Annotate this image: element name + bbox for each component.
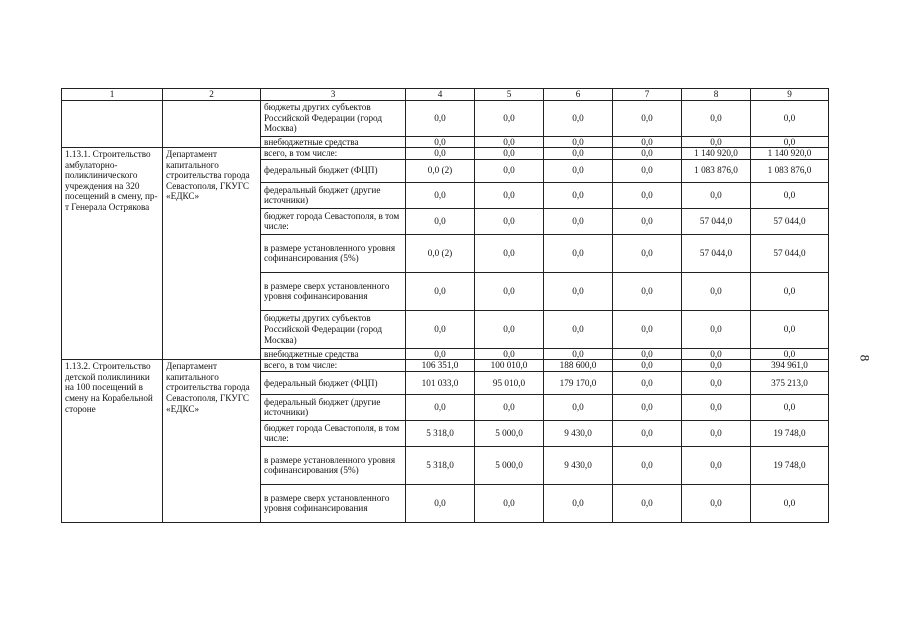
- value-cell: 0,0 (2): [406, 159, 475, 182]
- table-row: [62, 100, 829, 136]
- value-cell: 1 083 876,0: [751, 159, 829, 182]
- value-cell: 0,0: [682, 446, 751, 484]
- value-cell: 0,0: [475, 148, 544, 160]
- value-cell: 0,0: [751, 394, 829, 420]
- value-cell: 0,0: [544, 208, 613, 234]
- column-header-9: 9: [751, 89, 829, 101]
- value-cell: 0,0: [406, 348, 475, 360]
- value-cell: 0,0: [613, 148, 682, 160]
- funding-source: в размере сверх установленного уровня софинансирования: [261, 272, 406, 310]
- value-cell: 57 044,0: [682, 208, 751, 234]
- funding-source: федеральный бюджет (ФЦП): [261, 159, 406, 182]
- value-cell: 0,0: [475, 484, 544, 522]
- funding-source: внебюджетные средства: [261, 348, 406, 360]
- value-cell: 0,0: [682, 371, 751, 394]
- value-cell: 0,0: [682, 272, 751, 310]
- column-header-8: 8: [682, 89, 751, 101]
- value-cell: 0,0: [406, 272, 475, 310]
- value-cell: 0,0: [751, 100, 829, 136]
- object-name: 1.13.1. Строительство амбулаторно-поликлинического учреждения на 320 посещений в смену, пр-т Генерала Острякова: [62, 148, 163, 360]
- value-cell: 0,0: [475, 394, 544, 420]
- value-cell: 0,0: [475, 136, 544, 148]
- value-cell: 5 000,0: [475, 446, 544, 484]
- column-header-1: 1: [62, 89, 163, 101]
- value-cell: 0,0: [406, 182, 475, 208]
- value-cell: 0,0: [613, 182, 682, 208]
- value-cell: 0,0: [613, 272, 682, 310]
- value-cell: 0,0: [544, 234, 613, 272]
- value-cell: 0,0: [682, 136, 751, 148]
- value-cell: 0,0: [682, 394, 751, 420]
- value-cell: 0,0: [751, 484, 829, 522]
- value-cell: 0,0: [406, 100, 475, 136]
- value-cell: 0,0: [406, 310, 475, 348]
- empty-org-cell: [163, 100, 261, 148]
- value-cell: 188 600,0: [544, 360, 613, 372]
- value-cell: 0,0: [475, 310, 544, 348]
- table-row: [62, 148, 829, 160]
- column-header-5: 5: [475, 89, 544, 101]
- value-cell: 0,0: [544, 348, 613, 360]
- funding-source: всего, в том числе:: [261, 360, 406, 372]
- value-cell: 0,0: [613, 420, 682, 446]
- value-cell: 0,0: [544, 136, 613, 148]
- page-number: 8: [857, 354, 873, 362]
- funding-source: в размере установленного уровня софинансирования (5%): [261, 446, 406, 484]
- value-cell: 0,0: [613, 100, 682, 136]
- value-cell: 0,0: [544, 148, 613, 160]
- funding-source: в размере сверх установленного уровня софинансирования: [261, 484, 406, 522]
- value-cell: 0,0 (2): [406, 234, 475, 272]
- funding-source: федеральный бюджет (другие источники): [261, 394, 406, 420]
- value-cell: 0,0: [475, 348, 544, 360]
- value-cell: 0,0: [613, 159, 682, 182]
- column-header-3: 3: [261, 89, 406, 101]
- value-cell: 0,0: [682, 100, 751, 136]
- value-cell: 0,0: [613, 446, 682, 484]
- value-cell: 0,0: [613, 208, 682, 234]
- funding-source: федеральный бюджет (другие источники): [261, 182, 406, 208]
- value-cell: 0,0: [613, 310, 682, 348]
- object-name: 1.13.2. Строительство детской поликлиники на 100 посещений в смену на Корабельной стороне: [62, 360, 163, 523]
- value-cell: 0,0: [475, 272, 544, 310]
- empty-name-cell: [62, 100, 163, 148]
- value-cell: 0,0: [613, 484, 682, 522]
- funding-source: бюджет города Севастополя, в том числе:: [261, 208, 406, 234]
- value-cell: 1 140 920,0: [682, 148, 751, 160]
- value-cell: 394 961,0: [751, 360, 829, 372]
- value-cell: 0,0: [613, 348, 682, 360]
- responsible-org: Департамент капитального строительства города Севастополя, ГКУГС «ЕДКС»: [163, 148, 261, 360]
- value-cell: 0,0: [613, 234, 682, 272]
- value-cell: 0,0: [751, 310, 829, 348]
- budget-table: [61, 88, 829, 523]
- value-cell: 0,0: [544, 394, 613, 420]
- value-cell: 0,0: [475, 234, 544, 272]
- value-cell: 0,0: [544, 182, 613, 208]
- value-cell: 0,0: [544, 100, 613, 136]
- value-cell: 0,0: [682, 310, 751, 348]
- value-cell: 106 351,0: [406, 360, 475, 372]
- value-cell: 95 010,0: [475, 371, 544, 394]
- value-cell: 5 318,0: [406, 446, 475, 484]
- value-cell: 57 044,0: [751, 234, 829, 272]
- funding-source: всего, в том числе:: [261, 148, 406, 160]
- value-cell: 375 213,0: [751, 371, 829, 394]
- column-header-2: 2: [163, 89, 261, 101]
- value-cell: 0,0: [406, 484, 475, 522]
- value-cell: 0,0: [544, 272, 613, 310]
- value-cell: 57 044,0: [682, 234, 751, 272]
- value-cell: 0,0: [475, 208, 544, 234]
- value-cell: 0,0: [544, 159, 613, 182]
- value-cell: 179 170,0: [544, 371, 613, 394]
- value-cell: 9 430,0: [544, 420, 613, 446]
- value-cell: 0,0: [544, 484, 613, 522]
- value-cell: 0,0: [751, 348, 829, 360]
- funding-source: внебюджетные средства: [261, 136, 406, 148]
- funding-source: бюджеты других субъектов Российской Федерации (город Москва): [261, 310, 406, 348]
- value-cell: 0,0: [406, 208, 475, 234]
- value-cell: 0,0: [751, 272, 829, 310]
- value-cell: 0,0: [751, 182, 829, 208]
- column-header-4: 4: [406, 89, 475, 101]
- value-cell: 1 140 920,0: [751, 148, 829, 160]
- value-cell: 57 044,0: [751, 208, 829, 234]
- funding-source: бюджеты других субъектов Российской Федерации (город Москва): [261, 100, 406, 136]
- value-cell: 100 010,0: [475, 360, 544, 372]
- value-cell: 1 083 876,0: [682, 159, 751, 182]
- table-row: [62, 360, 829, 372]
- value-cell: 19 748,0: [751, 446, 829, 484]
- value-cell: 0,0: [751, 136, 829, 148]
- value-cell: 9 430,0: [544, 446, 613, 484]
- value-cell: 5 000,0: [475, 420, 544, 446]
- value-cell: 0,0: [613, 371, 682, 394]
- value-cell: 0,0: [682, 420, 751, 446]
- value-cell: 0,0: [544, 310, 613, 348]
- value-cell: 0,0: [406, 394, 475, 420]
- value-cell: 0,0: [613, 360, 682, 372]
- value-cell: 0,0: [682, 360, 751, 372]
- value-cell: 0,0: [682, 484, 751, 522]
- value-cell: 0,0: [682, 182, 751, 208]
- value-cell: 101 033,0: [406, 371, 475, 394]
- value-cell: 0,0: [475, 159, 544, 182]
- funding-source: в размере установленного уровня софинансирования (5%): [261, 234, 406, 272]
- funding-source: бюджет города Севастополя, в том числе:: [261, 420, 406, 446]
- header-row: [62, 89, 829, 101]
- column-header-6: 6: [544, 89, 613, 101]
- value-cell: 0,0: [475, 182, 544, 208]
- responsible-org: Департамент капитального строительства города Севастополя, ГКУГС «ЕДКС»: [163, 360, 261, 523]
- value-cell: 0,0: [406, 148, 475, 160]
- column-header-7: 7: [613, 89, 682, 101]
- value-cell: 0,0: [682, 348, 751, 360]
- value-cell: 19 748,0: [751, 420, 829, 446]
- value-cell: 5 318,0: [406, 420, 475, 446]
- value-cell: 0,0: [406, 136, 475, 148]
- value-cell: 0,0: [613, 394, 682, 420]
- value-cell: 0,0: [613, 136, 682, 148]
- funding-source: федеральный бюджет (ФЦП): [261, 371, 406, 394]
- value-cell: 0,0: [475, 100, 544, 136]
